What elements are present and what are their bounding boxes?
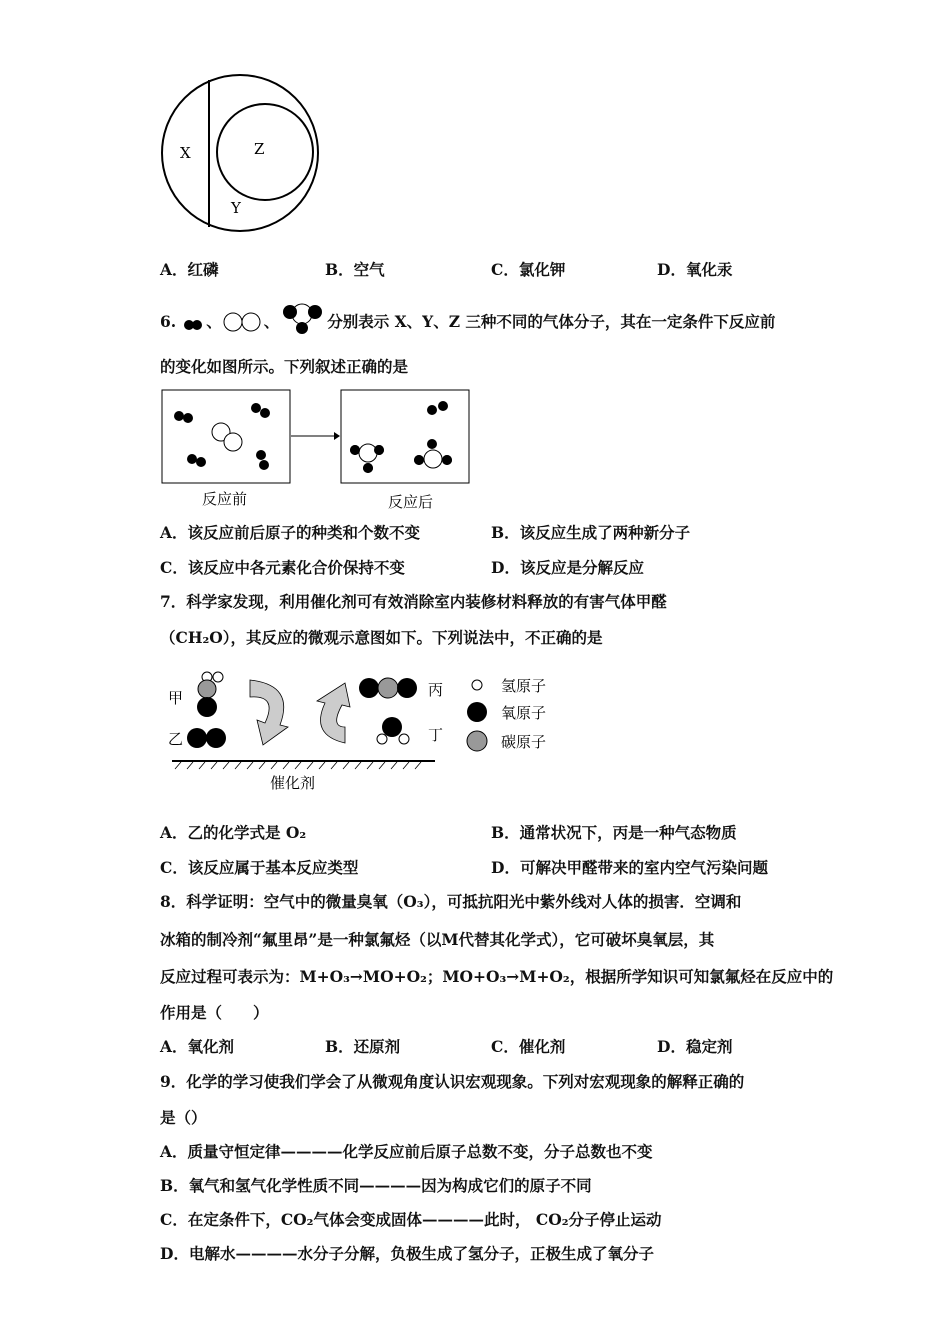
before-label: 反应前 [202,490,248,508]
venn-label-z: Z [254,140,265,158]
separator: 、 [206,312,222,331]
q7-option-c[interactable]: C．该反应属于基本反应类型 [160,858,359,877]
q5-option-d[interactable]: D．氧化汞 [657,260,733,279]
q9-option-b[interactable]: B．氧气和氢气化学性质不同————因为构成它们的原子不同 [160,1176,592,1195]
q7-stem-line1: 7．科学家发现，利用催化剂可有效消除室内装修材料释放的有害气体甲醛 [160,592,667,611]
reaction-diagram [160,388,480,518]
q6-stem-line1 [160,308,775,336]
separator: 、 [263,312,280,331]
label-jia: 甲 [168,689,184,707]
q8-option-b[interactable]: B．还原剂 [325,1037,401,1056]
q6-option-d[interactable]: D．该反应是分解反应 [491,558,644,577]
label-ding: 丁 [428,726,444,744]
after-label: 反应后 [388,493,434,511]
q6-stem-text: 分别表示 X、Y、Z 三种不同的气体分子，其在一定条件下反应前 [327,312,776,331]
q7-stem-line2: （CH₂O），其反应的微观示意图如下。下列说法中，不正确的是 [160,628,603,647]
q8-stem-line: 作用是（ ） [160,1003,269,1022]
q7-option-d[interactable]: D．可解决甲醛带来的室内空气污染问题 [491,858,768,877]
q9-stem-line: 9．化学的学习使我们学会了从微观角度认识宏观现象。下列对宏观现象的解释正确的 [160,1072,745,1091]
label-bing: 丙 [428,681,444,699]
q9-option-a[interactable]: A．质量守恒定律————化学反应前后原子总数不变，分子总数也不变 [160,1142,653,1161]
q6-option-b[interactable]: B．该反应生成了两种新分子 [491,523,691,542]
q8-stem-line: 反应过程可表示为：M+O₃→MO+O₂；MO+O₃→M+O₂，根据所学知识可知氯氟烃在反应中的 [160,967,834,986]
formaldehyde-reaction-diagram [160,665,610,795]
q7-option-a[interactable]: A．乙的化学式是 O₂ [160,823,307,842]
venn-label-y: Y [231,199,241,217]
q5-option-a[interactable]: A．红磷 [160,260,219,279]
label-yi: 乙 [168,730,184,748]
q5-option-b[interactable]: B．空气 [325,260,385,279]
q7-option-b[interactable]: B．通常状况下，丙是一种气态物质 [491,823,737,842]
q8-stem-line: 冰箱的制冷剂“氟里昂”是一种氯氟烃（以M代替其化学式），它可破坏臭氧层，其 [160,930,715,949]
legend-oxygen: 氧原子 [501,704,547,722]
arrow-icon [250,680,288,745]
q6-stem-line2: 的变化如图所示。下列叙述正确的是 [160,357,409,376]
legend-carbon: 碳原子 [501,733,547,751]
q5-option-c[interactable]: C．氯化钾 [491,260,566,279]
molecule-y-icon [222,310,264,334]
hydrogen-atom-icon [472,680,482,690]
q6-option-a[interactable]: A．该反应前后原子的种类和个数不变 [160,523,421,542]
venn-diagram [150,65,330,240]
q8-option-d[interactable]: D．稳定剂 [657,1037,733,1056]
oxygen-atom-icon [467,702,487,722]
label-catalyst: 催化剂 [270,774,316,792]
molecule-z-icon [279,302,327,336]
q9-option-c[interactable]: C．在定条件下，CO₂气体会变成固体————此时， CO₂分子停止运动 [160,1210,662,1229]
molecule-x-icon [176,312,206,332]
venn-label-x: X [180,144,191,162]
q8-option-c[interactable]: C．催化剂 [491,1037,566,1056]
q9-stem-line: 是（） [160,1108,207,1127]
q9-option-d[interactable]: D．电解水————水分子分解，负极生成了氢分子，正极生成了氧分子 [160,1244,654,1263]
q8-option-a[interactable]: A．氧化剂 [160,1037,235,1056]
arrow-icon [317,683,350,743]
legend-hydrogen: 氢原子 [501,677,547,695]
carbon-atom-icon [467,731,487,751]
q6-option-c[interactable]: C．该反应中各元素化合价保持不变 [160,558,405,577]
q8-stem-line: 8．科学证明：空气中的微量臭氧（O₃），可抵抗阳光中紫外线对人体的损害．空调和 [160,892,742,911]
q6-number: 6. [160,312,177,331]
